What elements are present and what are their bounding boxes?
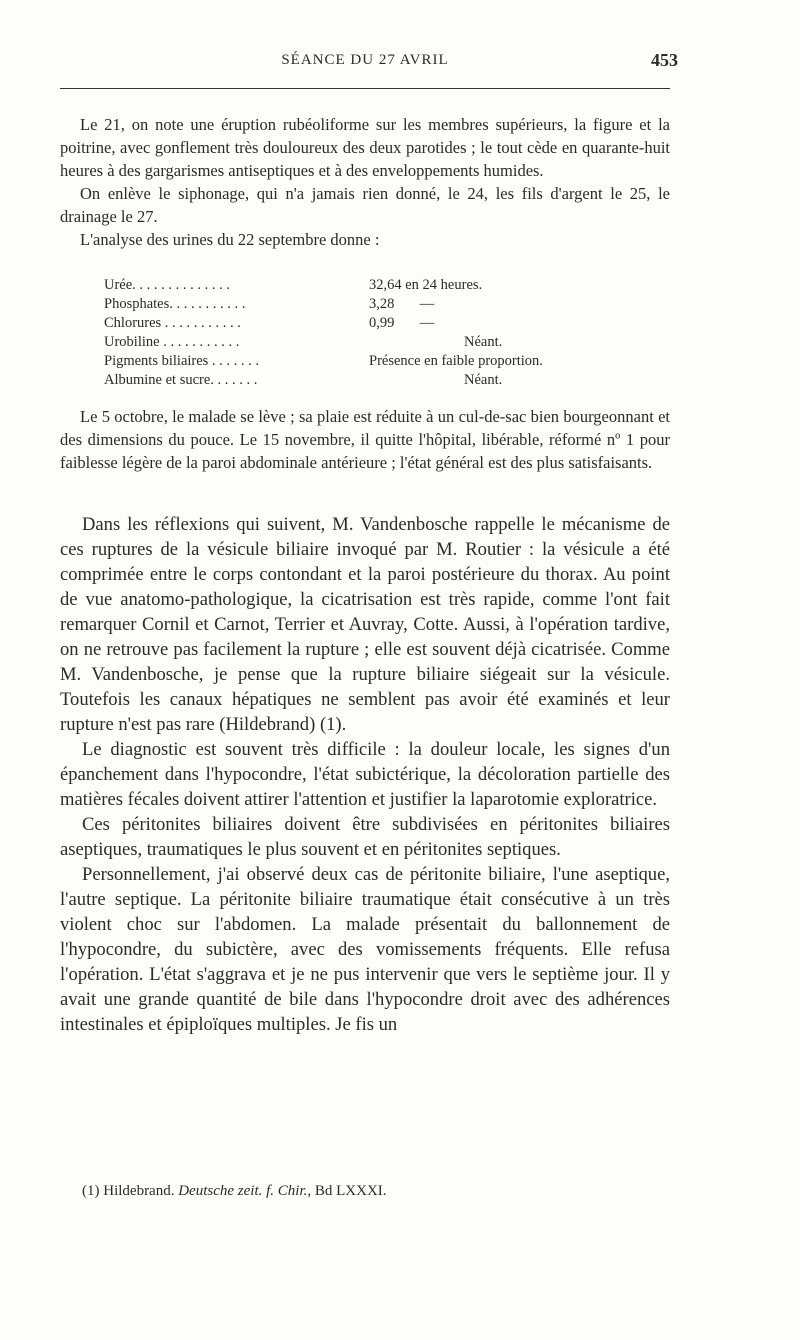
- urine-analysis-table: [104, 276, 624, 390]
- top-paragraphs: [60, 113, 670, 251]
- analysis-label: Albumine et sucre. . . . . . .: [104, 372, 258, 388]
- after-table-paragraph: [60, 405, 670, 474]
- paragraph: Personnellement, j'ai observé deux cas de péritonite biliaire, l'une aseptique, l'autre septique. La péritonite biliaire traumatique était consécutive à un très violent choc sur l'abdomen. La malade présentait du ballonnement de l'hypocondre, du subictère, avec des vomissements fréquents. Elle refusa l'opération. L'état s'aggrava et je ne pus intervenir que vers le septième jour. Il y avait une grande quantité de bile dans l'hypocondre droit avec des adhérences intestinales et épiploïques multiples. Je fis un: [60, 864, 670, 1035]
- table-row: [104, 371, 624, 390]
- paragraph: Le diagnostic est souvent très difficile : la douleur locale, les signes d'un épanchement dans l'hypocondre, l'état subictérique, la décoloration partielle des matières fécales doivent attirer l'attention et justifier la laparotomie exploratrice.: [60, 739, 670, 810]
- page-header: [60, 50, 678, 82]
- main-paragraphs: [60, 512, 670, 1037]
- paragraph: Le 5 octobre, le malade se lève ; sa plaie est réduite à un cul-de-sac bien bourgeonnant et des dimensions du pouce. Le 15 novembre, il quitte l'hôpital, libérable, réformé nº 1 pour faiblesse légère de la paroi abdominale antérieure ; l'état général est des plus satisfaisants.: [60, 407, 670, 472]
- analysis-value: 32,64 en 24 heures.: [369, 277, 483, 293]
- table-row: [104, 352, 624, 371]
- page-number: 453: [651, 50, 678, 70]
- analysis-label: Chlorures . . . . . . . . . . .: [104, 315, 241, 331]
- table-row: [104, 295, 624, 314]
- analysis-label: Urée. . . . . . . . . . . . . .: [104, 277, 231, 293]
- footnote-marker: (1) Hildebrand.: [82, 1183, 175, 1199]
- table-row: [104, 333, 624, 352]
- paragraph: On enlève le siphonage, qui n'a jamais rien donné, le 24, les fils d'argent le 25, le drainage le 27.: [60, 184, 670, 226]
- paragraph: Ces péritonites biliaires doivent être subdivisées en péritonites biliaires aseptiques, traumatiques le plus souvent et en péritonites septiques.: [60, 814, 670, 860]
- analysis-value: Néant.: [464, 334, 503, 350]
- analysis-value: 3,28 —: [369, 296, 435, 312]
- footnote: [82, 1183, 387, 1200]
- footnote-journal: Deutsche zeit. f. Chir.: [178, 1183, 308, 1199]
- analysis-value: Présence en faible proportion.: [369, 353, 543, 369]
- analysis-value: Néant.: [464, 372, 503, 388]
- analysis-label: Pigments biliaires . . . . . . .: [104, 353, 260, 369]
- paragraph: L'analyse des urines du 22 septembre donne :: [80, 230, 380, 249]
- analysis-label: Phosphates. . . . . . . . . . .: [104, 296, 246, 312]
- table-row: [104, 314, 624, 333]
- paragraph: Le 21, on note une éruption rubéoliforme sur les membres supérieurs, la figure et la poitrine, avec gonflement très douloureux des deux parotides ; le tout cède en quarante-huit heures à des gargarismes antiseptiques et à des enveloppements humides.: [60, 115, 670, 180]
- analysis-label: Urobiline . . . . . . . . . . .: [104, 334, 240, 350]
- paragraph: Dans les réflexions qui suivent, M. Vandenbosche rappelle le mécanisme de ces ruptures de la vésicule biliaire invoqué par M. Routier : la vésicule a été comprimée entre le corps contondant et la paroi postérieure du thorax. Au point de vue anatomo-pathologique, la cicatrisation est très rapide, comme l'ont fait remarquer Cornil et Carnot, Terrier et Auvray, Cotte. Aussi, à l'opération tardive, on ne retrouve pas facilement la rupture ; elle est souvent déjà cicatrisée. Comme M. Vandenbosche, je pense que la rupture biliaire siégeait sur la vésicule. Toutefois les canaux hépatiques ne semblent pas avoir été examinés et leur rupture n'est pas rare (Hildebrand) (1).: [60, 514, 670, 735]
- footnote-rest: , Bd LXXXI.: [307, 1183, 387, 1199]
- table-row: [104, 276, 624, 295]
- header-rule: [60, 88, 670, 89]
- running-head: SÉANCE DU 27 AVRIL: [281, 52, 449, 68]
- analysis-value: 0,99 —: [369, 315, 435, 331]
